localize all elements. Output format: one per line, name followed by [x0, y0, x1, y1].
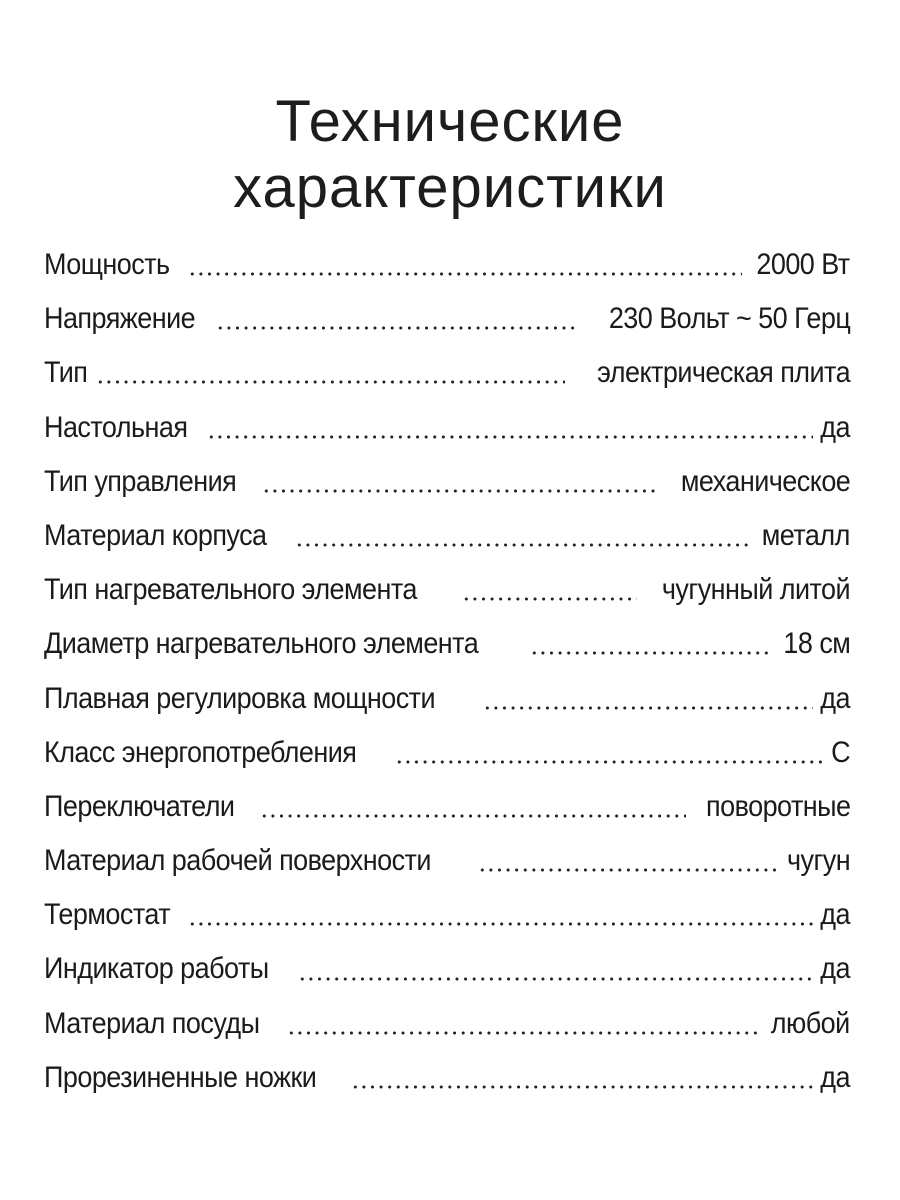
- spec-value: да: [820, 952, 850, 986]
- dot-leader: [188, 272, 743, 276]
- dot-leader: [395, 760, 825, 764]
- spec-value: да: [820, 410, 850, 444]
- spec-value: поворотные: [705, 789, 850, 823]
- spec-label: Материал посуды: [44, 1006, 260, 1040]
- spec-label: Термостат: [44, 898, 171, 932]
- spec-row-type: [44, 346, 850, 400]
- spec-value: чугунный литой: [661, 573, 850, 607]
- spec-label: Прорезиненные ножки: [44, 1060, 317, 1094]
- spec-row-voltage: [44, 292, 850, 346]
- spec-row-body-material: [44, 509, 850, 563]
- dot-leader: [262, 489, 658, 493]
- spec-value: да: [820, 681, 850, 715]
- spec-label: Переключатели: [44, 789, 235, 823]
- spec-label: Класс энергопотребления: [44, 735, 357, 769]
- spec-row-tabletop: [44, 401, 850, 455]
- spec-value: C: [831, 735, 850, 769]
- dot-leader: [287, 1031, 758, 1035]
- spec-label: Диаметр нагревательного элемента: [44, 627, 479, 661]
- dot-leader: [188, 922, 813, 926]
- dot-leader: [483, 706, 814, 710]
- page-title: [0, 89, 900, 221]
- dot-leader: [96, 380, 565, 384]
- spec-value: 2000 Вт: [756, 248, 850, 281]
- spec-row-heating-element-type: [44, 563, 850, 617]
- spec-row-thermostat: [44, 888, 850, 942]
- spec-label: Индикатор работы: [44, 952, 269, 986]
- spec-value: 230 Вольт ~ 50 Герц: [608, 302, 850, 336]
- spec-row-energy-class: [44, 726, 850, 780]
- spec-label: Плавная регулировка мощности: [44, 681, 436, 715]
- spec-label: Мощность: [44, 248, 170, 281]
- spec-value: электрическая плита: [597, 356, 850, 390]
- spec-row-switches: [44, 780, 850, 834]
- spec-label: Тип нагревательного элемента: [44, 573, 417, 607]
- dot-leader: [530, 651, 771, 655]
- spec-value: да: [820, 898, 850, 932]
- spec-row-heating-element-diameter: [44, 617, 850, 671]
- spec-list: [44, 238, 850, 1105]
- spec-label: Материал корпуса: [44, 518, 267, 552]
- spec-label: Настольная: [44, 410, 188, 444]
- spec-row-surface-material: [44, 834, 850, 888]
- spec-row-smooth-power-adjustment: [44, 672, 850, 726]
- spec-value: любой: [771, 1006, 850, 1040]
- spec-row-cookware-material: [44, 997, 850, 1051]
- spec-value: чугун: [786, 844, 850, 878]
- dot-leader: [260, 814, 686, 818]
- dot-leader: [216, 326, 578, 330]
- spec-label: Материал рабочей поверхности: [44, 844, 431, 878]
- dot-leader: [462, 597, 637, 601]
- spec-row-control-type: [44, 455, 850, 509]
- spec-value: да: [820, 1060, 850, 1094]
- spec-value: металл: [761, 518, 850, 552]
- spec-label: Напряжение: [44, 302, 196, 336]
- spec-row-power: [44, 238, 850, 292]
- spec-label: Тип управления: [44, 464, 237, 498]
- spec-value: 18 см: [783, 627, 850, 661]
- dot-leader: [478, 868, 776, 872]
- spec-value: механическое: [680, 464, 850, 498]
- dot-leader: [351, 1085, 813, 1089]
- dot-leader: [298, 977, 813, 981]
- spec-row-rubber-feet: [44, 1051, 850, 1105]
- dot-leader: [207, 435, 813, 439]
- page-title-line-2: характеристики: [233, 154, 667, 220]
- dot-leader: [295, 543, 748, 547]
- spec-label: Тип: [44, 356, 88, 390]
- page-title-line-1: Технические: [275, 88, 625, 154]
- spec-row-operation-indicator: [44, 942, 850, 996]
